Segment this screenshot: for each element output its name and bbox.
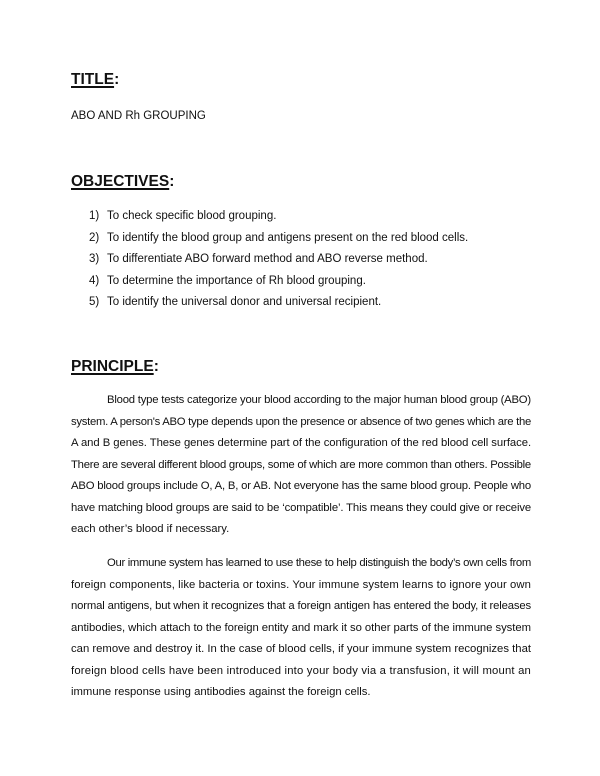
objective-text: To identify the blood group and antigens present on the red blood cells. <box>107 231 469 244</box>
paragraph-line: foreign components, like bacteria or toxins. Your immune system learns to ignore your own <box>71 578 532 591</box>
objective-number: 1) <box>89 210 100 222</box>
objective-item <box>89 274 468 296</box>
objective-number: 4) <box>89 274 100 287</box>
objectives-list <box>89 209 468 317</box>
principle-heading <box>71 358 159 376</box>
objective-number: 5) <box>89 296 100 308</box>
title-heading <box>71 71 119 89</box>
paragraph-line: There are several different blood groups, some of which are more common than others. Possible <box>71 458 531 471</box>
objectives-heading-colon: : <box>169 173 175 190</box>
objectives-heading <box>71 173 174 191</box>
paragraph-line: normal antigens, but when it recognizes that a foreign antigen has entered the body, it releases <box>71 600 531 612</box>
objective-text: To determine the importance of Rh blood grouping. <box>107 274 366 287</box>
paragraph-line: A and B genes. These genes determine part of the configuration of the red blood cell surface. <box>71 437 532 449</box>
objective-item <box>89 252 468 274</box>
paragraph-line: ABO blood groups include O, A, B, or AB. Not everyone has the same blood group. People who <box>71 480 531 492</box>
objective-item <box>89 231 468 253</box>
paragraph-line: have matching blood groups are said to be ‘compatible’. This means they could give or receive <box>71 501 532 514</box>
title-heading-label: TITLE <box>71 71 115 88</box>
document-title-text: ABO AND Rh GROUPING <box>71 110 206 122</box>
principle-heading-label: PRINCIPLE <box>71 358 154 375</box>
objective-item <box>89 209 468 231</box>
principle-paragraph-2 <box>71 553 531 704</box>
principle-heading-colon: : <box>153 358 159 375</box>
paragraph-line: Our immune system has learned to use these to help distinguish the body’s own cells from <box>107 557 531 569</box>
objective-text: To differentiate ABO forward method and ABO reverse method. <box>107 253 428 265</box>
paragraph-line: each other’s blood if necessary. <box>71 523 230 535</box>
paragraph-line: foreign blood cells have been introduced into your body via a transfusion, it will mount an <box>71 664 532 677</box>
paragraph-line: system. A person's ABO type depends upon the presence or absence of two genes which are the <box>71 415 531 428</box>
title-heading-colon: : <box>114 71 120 88</box>
objectives-heading-label: OBJECTIVES <box>71 173 170 190</box>
paragraph-line: antibodies, which attach to the foreign entity and mark it so other parts of the immune system <box>71 621 531 634</box>
paragraph-line: immune response using antibodies against the foreign cells. <box>71 686 371 698</box>
objective-number: 3) <box>89 253 100 265</box>
paragraph-line: can remove and destroy it. In the case of blood cells, if your immune system recognizes that <box>71 643 531 655</box>
objective-text: To identify the universal donor and universal recipient. <box>107 296 382 308</box>
paragraph-line: Blood type tests categorize your blood according to the major human blood group (ABO) <box>107 394 531 406</box>
objective-item <box>89 295 468 317</box>
objective-number: 2) <box>89 231 100 244</box>
objective-text: To check specific blood grouping. <box>107 210 277 222</box>
principle-paragraph-1 <box>71 390 531 541</box>
